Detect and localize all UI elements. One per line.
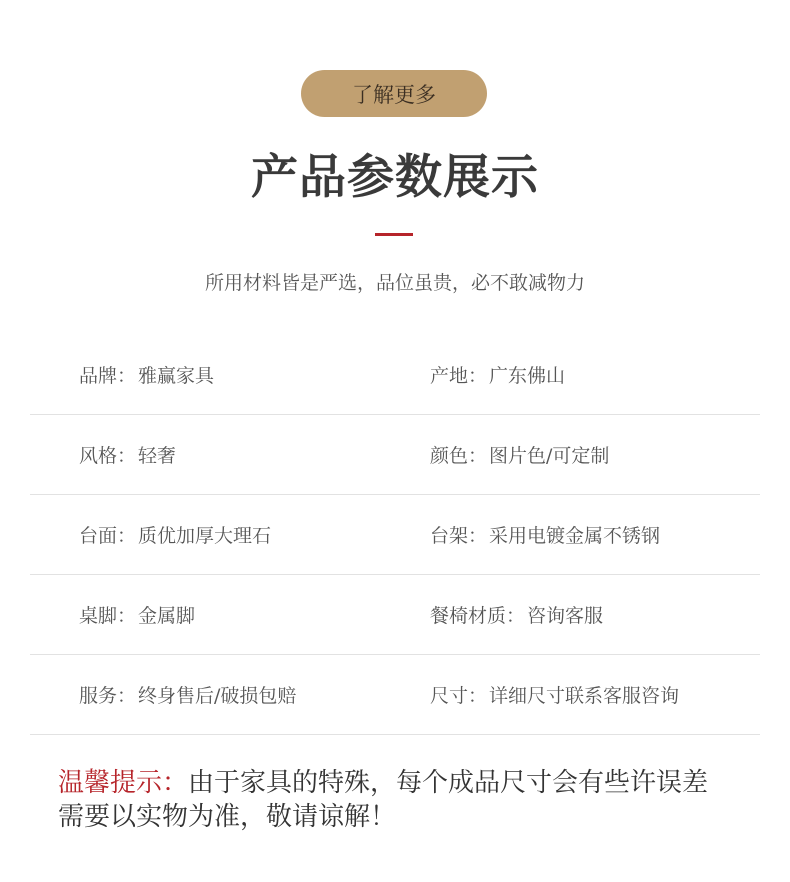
param-chair-material: [430, 575, 603, 654]
warm-tip: [58, 766, 758, 834]
param-label: 台架: [430, 525, 469, 547]
param-separator: ：: [468, 685, 488, 707]
param-label: 尺寸: [430, 685, 469, 707]
tip-label: 温馨提示：: [58, 768, 189, 798]
param-separator: ：: [117, 525, 137, 547]
param-tabletop: [79, 495, 271, 574]
param-value: 详细尺寸联系客服咨询: [489, 685, 680, 707]
param-value: 图片色/可定制: [489, 445, 610, 467]
params-row: [30, 335, 760, 415]
param-value: 质优加厚大理石: [138, 525, 272, 547]
param-service: [79, 655, 296, 734]
param-label: 颜色: [430, 445, 469, 467]
param-value: 金属脚: [138, 605, 196, 627]
param-label: 餐椅材质: [430, 605, 507, 627]
params-row: [30, 495, 760, 575]
param-separator: ：: [117, 445, 137, 467]
param-color: [430, 415, 609, 494]
page-title: 产品参数展示: [251, 150, 539, 205]
learn-more-label: 了解更多: [352, 82, 436, 107]
param-value: 采用电镀金属不锈钢: [489, 525, 661, 547]
param-separator: ：: [117, 685, 137, 707]
param-label: 风格: [79, 445, 118, 467]
tip-line-1: [58, 766, 758, 800]
param-separator: ：: [468, 525, 488, 547]
param-value: 咨询客服: [527, 605, 604, 627]
params-row: [30, 575, 760, 655]
param-value: 终身售后/破损包赔: [138, 685, 297, 707]
param-label: 桌脚: [79, 605, 118, 627]
param-value: 轻奢: [138, 445, 177, 467]
param-frame: [430, 495, 660, 574]
params-row: [30, 415, 760, 495]
param-value: 雅赢家具: [138, 365, 215, 387]
tip-text-1: 由于家具的特殊，每个成品尺寸会有些许误差: [188, 768, 709, 798]
param-separator: ：: [468, 365, 488, 387]
tip-text-2: 需要以实物为准，敬请谅解！: [58, 802, 397, 832]
param-size: [430, 655, 679, 734]
param-origin: [430, 335, 565, 414]
title-accent-divider: [375, 233, 413, 236]
param-label: 产地: [430, 365, 469, 387]
param-legs: [79, 575, 195, 654]
param-style: [79, 415, 176, 494]
param-separator: ：: [117, 605, 137, 627]
params-row: [30, 655, 760, 735]
param-label: 台面: [79, 525, 118, 547]
param-label: 服务: [79, 685, 118, 707]
learn-more-button[interactable]: [301, 70, 487, 117]
param-separator: ：: [506, 605, 526, 627]
param-label: 品牌: [79, 365, 118, 387]
param-value: 广东佛山: [489, 365, 566, 387]
param-brand: [79, 335, 214, 414]
param-separator: ：: [117, 365, 137, 387]
params-table: [30, 335, 760, 735]
param-separator: ：: [468, 445, 488, 467]
page-subtitle: 所用材料皆是严选，品位虽贵，必不敢减物力: [204, 272, 585, 294]
